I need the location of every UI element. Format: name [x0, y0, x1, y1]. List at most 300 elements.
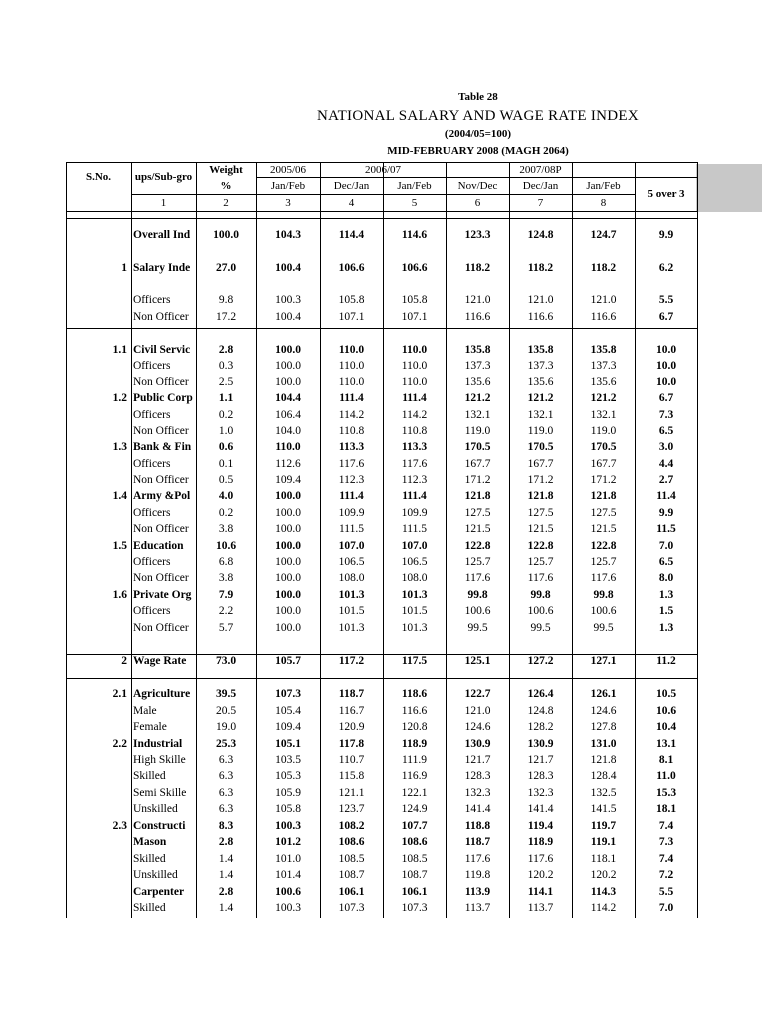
row-index-value: 127.2 [527, 655, 554, 667]
row-index-value: 104.4 [275, 392, 301, 404]
row-index-value: 100.0 [275, 523, 301, 535]
row-index-value: 167.7 [527, 458, 554, 470]
row-index-value: 132.3 [527, 787, 554, 799]
row-index-value: 127.5 [527, 507, 554, 519]
row-weight: 0.5 [218, 474, 234, 486]
row-index-value: 121.7 [464, 754, 491, 766]
row-index-value: 119.8 [464, 869, 491, 881]
row-index-value: 171.2 [527, 474, 554, 486]
row-index-value: 123.7 [338, 803, 365, 815]
header-bottom-border [66, 211, 697, 212]
row-index-value: 171.2 [464, 474, 491, 486]
row-index-value: 108.7 [401, 869, 428, 881]
row-index-value: 141.4 [527, 803, 554, 815]
row-index-value: 103.5 [275, 754, 301, 766]
row-index-value: 100.4 [275, 262, 301, 274]
row-index-value: 106.4 [275, 409, 301, 421]
row-index-value: 111.4 [402, 392, 427, 404]
row-weight: 20.5 [215, 705, 237, 717]
row-index-value: 100.0 [275, 376, 301, 388]
header-column-index: 3 [285, 197, 291, 209]
row-index-value: 122.8 [464, 540, 491, 552]
row-index-value: 112.3 [338, 474, 365, 486]
row-change: 7.0 [658, 902, 674, 914]
row-index-value: 119.1 [590, 836, 617, 848]
header-column-index: 6 [474, 197, 481, 209]
row-change: 10.0 [655, 360, 677, 372]
row-index-value: 105.8 [275, 803, 301, 815]
row-index-value: 171.2 [590, 474, 617, 486]
header-period: Nov/Dec [457, 180, 498, 192]
row-index-value: 111.5 [401, 523, 428, 535]
row-index-value: 121.2 [464, 392, 491, 404]
header-column-index: 7 [537, 197, 544, 209]
row-index-value: 109.4 [275, 721, 301, 733]
row-index-value: 110.0 [338, 360, 365, 372]
row-weight: 17.2 [215, 311, 237, 323]
row-weight: 25.3 [215, 738, 237, 750]
row-index-value: 108.2 [338, 820, 365, 832]
row-index-value: 100.3 [275, 902, 301, 914]
row-index-value: 111.4 [339, 392, 364, 404]
row-index-value: 107.0 [338, 540, 365, 552]
header-column-index: 2 [223, 197, 229, 209]
row-index-value: 137.3 [464, 360, 491, 372]
row-index-value: 121.8 [590, 754, 617, 766]
row-index-value: 110.0 [401, 344, 428, 356]
row-index-value: 131.0 [590, 738, 617, 750]
row-change: 10.4 [655, 721, 677, 733]
row-change: 7.4 [658, 820, 674, 832]
row-index-value: 113.3 [401, 441, 428, 453]
row-group-name: Officers [133, 458, 171, 470]
row-index-value: 100.0 [275, 360, 301, 372]
row-index-value: 114.2 [338, 409, 365, 421]
row-index-value: 121.5 [527, 523, 554, 535]
header-period: Jan/Feb [586, 180, 621, 192]
row-weight: 2.5 [218, 376, 234, 388]
row-group-name: Non Officer [133, 523, 189, 535]
row-weight: 6.8 [218, 556, 234, 568]
row-group-name: Skilled [133, 853, 166, 865]
row-weight: 3.8 [218, 572, 234, 584]
row-weight: 6.3 [218, 754, 234, 766]
row-index-value: 101.0 [275, 853, 301, 865]
row-index-value: 107.3 [338, 902, 365, 914]
row-weight: 100.0 [213, 229, 239, 241]
header-column-index: 4 [348, 197, 355, 209]
row-index-value: 120.9 [338, 721, 365, 733]
row-sno: 2 [121, 655, 127, 667]
header-year-divider [256, 177, 697, 178]
row-index-value: 121.2 [590, 392, 617, 404]
row-index-value: 117.6 [401, 458, 428, 470]
row-index-value: 127.5 [590, 507, 617, 519]
row-weight: 1.4 [218, 902, 234, 914]
row-group-name: Mason [133, 836, 167, 848]
row-index-value: 99.5 [467, 622, 488, 634]
row-sno: 1.5 [112, 540, 127, 552]
row-index-value: 121.8 [590, 490, 617, 502]
row-index-value: 114.1 [527, 886, 554, 898]
row-index-value: 110.0 [401, 376, 428, 388]
row-index-value: 116.6 [401, 705, 428, 717]
row-index-value: 100.4 [275, 311, 301, 323]
row-index-value: 121.5 [464, 523, 491, 535]
row-group-name: Skilled [133, 902, 166, 914]
row-sno: 2.1 [112, 688, 127, 700]
header-year-2006-07: 2006/07 [364, 164, 402, 176]
row-index-value: 100.0 [275, 556, 301, 568]
row-index-value: 124.6 [464, 721, 491, 733]
row-index-value: 113.3 [338, 441, 365, 453]
row-index-value: 132.3 [464, 787, 491, 799]
row-index-value: 141.4 [464, 803, 491, 815]
row-index-value: 100.0 [275, 622, 301, 634]
row-index-value: 124.6 [590, 705, 617, 717]
row-index-value: 121.7 [527, 754, 554, 766]
header-column-index: 5 [411, 197, 418, 209]
row-index-value: 105.8 [338, 294, 365, 306]
row-index-value: 108.0 [401, 572, 428, 584]
row-index-value: 101.3 [401, 589, 428, 601]
row-index-value: 120.2 [590, 869, 617, 881]
row-index-value: 121.0 [590, 294, 617, 306]
row-index-value: 130.9 [464, 738, 491, 750]
row-group-name: Officers [133, 556, 171, 568]
row-sno: 1.4 [112, 490, 127, 502]
row-sno: 1.3 [112, 441, 127, 453]
row-group-name: Overall Ind [133, 229, 191, 241]
row-index-value: 119.0 [464, 425, 491, 437]
row-index-value: 101.3 [338, 589, 365, 601]
row-change: 2.7 [658, 474, 674, 486]
row-change: 8.1 [658, 754, 674, 766]
row-index-value: 121.0 [464, 294, 491, 306]
header-year-2007-08: 2007/08P [519, 164, 562, 176]
row-index-value: 117.6 [590, 572, 617, 584]
row-group-name: Bank & Fin [133, 441, 192, 453]
row-index-value: 125.7 [464, 556, 491, 568]
row-index-value: 100.6 [527, 605, 554, 617]
row-index-value: 100.0 [275, 490, 301, 502]
table-border-vertical [697, 162, 698, 918]
row-change: 6.5 [658, 425, 674, 437]
row-weight: 27.0 [215, 262, 237, 274]
row-index-value: 121.8 [527, 490, 554, 502]
row-change: 6.7 [658, 392, 674, 404]
row-change: 15.3 [655, 787, 677, 799]
row-group-name: Male [133, 705, 157, 717]
header-period: Jan/Feb [397, 180, 432, 192]
row-change: 3.0 [658, 441, 674, 453]
row-index-value: 109.9 [338, 507, 365, 519]
row-index-value: 107.1 [338, 311, 365, 323]
row-index-value: 106.1 [338, 886, 365, 898]
row-index-value: 117.6 [464, 853, 491, 865]
row-index-value: 110.7 [338, 754, 365, 766]
row-index-value: 99.8 [530, 589, 551, 601]
row-change: 10.5 [655, 688, 677, 700]
header-weight: Weight [209, 164, 243, 176]
row-sno: 1.1 [112, 344, 127, 356]
row-index-value: 108.0 [338, 572, 365, 584]
row-index-value: 128.4 [590, 770, 617, 782]
row-group-name: Unskilled [133, 803, 178, 815]
row-index-value: 170.5 [464, 441, 491, 453]
row-index-value: 120.8 [401, 721, 428, 733]
row-group-name: Unskilled [133, 869, 178, 881]
row-index-value: 113.9 [464, 886, 491, 898]
row-weight: 0.2 [218, 507, 234, 519]
row-group-name: Non Officer [133, 474, 189, 486]
row-weight: 1.0 [218, 425, 234, 437]
row-index-value: 135.6 [464, 376, 491, 388]
row-index-value: 118.1 [590, 853, 617, 865]
row-index-value: 107.1 [401, 311, 428, 323]
header-column-index: 1 [160, 197, 167, 209]
row-index-value: 120.2 [527, 869, 554, 881]
row-change: 6.7 [658, 311, 674, 323]
row-group-name: Non Officer [133, 425, 189, 437]
row-index-value: 107.3 [275, 688, 301, 700]
row-index-value: 135.6 [590, 376, 617, 388]
header-double-border [66, 218, 697, 219]
header-weight-unit: % [220, 180, 232, 192]
row-index-value: 114.6 [401, 229, 428, 241]
row-index-value: 101.3 [338, 622, 365, 634]
row-index-value: 113.7 [464, 902, 491, 914]
row-change: 6.2 [658, 262, 674, 274]
row-change: 11.2 [656, 655, 676, 667]
row-index-value: 101.2 [275, 836, 301, 848]
row-change: 5.5 [658, 886, 674, 898]
row-index-value: 99.5 [530, 622, 551, 634]
row-weight: 0.2 [218, 409, 234, 421]
row-index-value: 108.5 [401, 853, 428, 865]
row-index-value: 100.6 [275, 886, 301, 898]
row-index-value: 118.2 [527, 262, 554, 274]
row-index-value: 101.5 [338, 605, 365, 617]
row-index-value: 122.1 [401, 787, 428, 799]
row-weight: 0.1 [218, 458, 234, 470]
row-change: 1.3 [658, 622, 674, 634]
row-index-value: 111.9 [401, 754, 428, 766]
row-group-name: Agriculture [133, 688, 191, 700]
row-group-name: High Skille [133, 754, 186, 766]
row-index-value: 117.6 [527, 572, 554, 584]
row-sno: 1.2 [112, 392, 127, 404]
row-index-value: 106.5 [338, 556, 365, 568]
row-group-name: Non Officer [133, 311, 189, 323]
row-sno: 1 [121, 262, 127, 274]
row-index-value: 132.5 [590, 787, 617, 799]
row-index-value: 117.6 [338, 458, 365, 470]
row-index-value: 100.0 [275, 589, 301, 601]
row-index-value: 167.7 [590, 458, 617, 470]
row-index-value: 122.8 [590, 540, 617, 552]
row-index-value: 118.2 [464, 262, 491, 274]
row-weight: 4.0 [218, 490, 234, 502]
row-weight: 2.8 [218, 886, 234, 898]
row-index-value: 110.0 [275, 441, 301, 453]
row-index-value: 104.0 [275, 425, 301, 437]
row-index-value: 108.6 [338, 836, 365, 848]
row-index-value: 100.6 [464, 605, 491, 617]
row-index-value: 117.6 [527, 853, 554, 865]
row-index-value: 121.0 [527, 294, 554, 306]
row-weight: 7.9 [218, 589, 234, 601]
row-group-name: Officers [133, 294, 171, 306]
row-index-value: 121.5 [590, 523, 617, 535]
row-index-value: 106.1 [401, 886, 428, 898]
row-index-value: 101.5 [401, 605, 428, 617]
row-index-value: 100.3 [275, 294, 301, 306]
row-index-value: 118.9 [527, 836, 554, 848]
survey-period: MID-FEBRUARY 2008 (MAGH 2064) [387, 145, 569, 157]
row-index-value: 118.7 [464, 836, 491, 848]
header-period: Dec/Jan [333, 180, 370, 192]
row-weight: 73.0 [215, 655, 237, 667]
row-index-value: 114.3 [590, 886, 617, 898]
row-index-value: 100.0 [275, 344, 301, 356]
row-group-name: Carpenter [133, 886, 185, 898]
row-index-value: 108.7 [338, 869, 365, 881]
row-index-value: 122.8 [527, 540, 554, 552]
row-index-value: 111.4 [339, 490, 364, 502]
row-group-name: Education [133, 540, 184, 552]
row-change: 13.1 [655, 738, 677, 750]
row-group-name: Female [133, 721, 167, 733]
row-index-value: 122.7 [464, 688, 491, 700]
row-index-value: 116.9 [401, 770, 428, 782]
row-change: 1.3 [658, 589, 674, 601]
row-group-name: Civil Servic [133, 344, 191, 356]
row-index-value: 117.2 [338, 655, 365, 667]
row-index-value: 132.1 [464, 409, 491, 421]
row-change: 10.6 [655, 705, 677, 717]
row-change: 9.9 [658, 507, 674, 519]
row-index-value: 107.3 [401, 902, 428, 914]
row-index-value: 141.5 [590, 803, 617, 815]
row-index-value: 105.9 [275, 787, 301, 799]
row-index-value: 100.0 [275, 605, 301, 617]
row-index-value: 108.5 [338, 853, 365, 865]
row-weight: 1.4 [218, 853, 234, 865]
row-index-value: 106.6 [401, 262, 428, 274]
row-index-value: 100.6 [590, 605, 617, 617]
row-index-value: 124.8 [527, 229, 554, 241]
row-index-value: 105.7 [275, 655, 301, 667]
row-index-value: 118.6 [401, 688, 428, 700]
row-index-value: 100.0 [275, 572, 301, 584]
row-change: 7.0 [658, 540, 674, 552]
row-index-value: 123.3 [464, 229, 491, 241]
row-change: 4.4 [658, 458, 674, 470]
row-change: 10.0 [655, 376, 677, 388]
row-index-value: 99.8 [593, 589, 614, 601]
row-index-value: 108.6 [401, 836, 428, 848]
row-change: 8.0 [658, 572, 674, 584]
row-index-value: 121.1 [338, 787, 365, 799]
row-index-value: 121.0 [464, 705, 491, 717]
row-weight: 3.8 [218, 523, 234, 535]
row-index-value: 114.2 [590, 902, 617, 914]
row-change: 6.5 [658, 556, 674, 568]
header-period: Dec/Jan [522, 180, 559, 192]
row-index-value: 104.3 [275, 229, 301, 241]
row-index-value: 105.3 [275, 770, 301, 782]
row-index-value: 170.5 [590, 441, 617, 453]
row-index-value: 119.7 [590, 820, 617, 832]
row-group-name: Wage Rate [133, 655, 187, 667]
row-group-name: Non Officer [133, 622, 189, 634]
row-weight: 2.8 [218, 344, 234, 356]
row-index-value: 110.0 [401, 360, 428, 372]
row-index-value: 127.5 [464, 507, 491, 519]
row-index-value: 101.3 [401, 622, 428, 634]
row-group-name: Officers [133, 409, 171, 421]
row-index-value: 111.4 [402, 490, 427, 502]
row-change: 7.3 [658, 409, 674, 421]
row-index-value: 105.4 [275, 705, 301, 717]
row-change: 7.3 [658, 836, 674, 848]
row-group-name: Skilled [133, 770, 166, 782]
row-group-name: Officers [133, 507, 171, 519]
row-weight: 0.6 [218, 441, 234, 453]
row-weight: 2.8 [218, 836, 234, 848]
grey-shaded-cell [696, 164, 762, 212]
header-period-divider [131, 194, 635, 195]
row-index-value: 116.7 [338, 705, 365, 717]
row-weight: 8.3 [218, 820, 234, 832]
row-index-value: 116.6 [464, 311, 491, 323]
row-sno: 2.2 [112, 738, 127, 750]
row-index-value: 124.8 [527, 705, 554, 717]
row-index-value: 115.8 [338, 770, 365, 782]
row-index-value: 121.8 [464, 490, 491, 502]
row-index-value: 99.8 [467, 589, 488, 601]
row-index-value: 135.8 [590, 344, 617, 356]
base-year: (2004/05=100) [444, 128, 512, 140]
table-top-border [66, 162, 697, 163]
row-index-value: 101.4 [275, 869, 301, 881]
row-index-value: 114.4 [338, 229, 365, 241]
row-group-name: Non Officer [133, 376, 189, 388]
row-index-value: 109.4 [275, 474, 301, 486]
row-index-value: 100.0 [275, 507, 301, 519]
row-index-value: 116.6 [527, 311, 554, 323]
row-index-value: 137.3 [527, 360, 554, 372]
row-change: 7.2 [658, 869, 674, 881]
section-divider [66, 328, 697, 329]
row-change: 9.9 [658, 229, 674, 241]
row-index-value: 112.3 [401, 474, 428, 486]
row-index-value: 127.1 [590, 655, 617, 667]
row-index-value: 100.3 [275, 820, 301, 832]
row-index-value: 127.8 [590, 721, 617, 733]
row-index-value: 124.9 [401, 803, 428, 815]
row-group-name: Officers [133, 360, 171, 372]
row-change: 10.0 [655, 344, 677, 356]
row-index-value: 116.6 [590, 311, 617, 323]
row-index-value: 132.1 [590, 409, 617, 421]
row-weight: 2.2 [218, 605, 234, 617]
row-index-value: 105.8 [401, 294, 428, 306]
header-change: 5 over 3 [647, 188, 685, 200]
row-weight: 6.3 [218, 803, 234, 815]
row-index-value: 118.2 [590, 262, 617, 274]
